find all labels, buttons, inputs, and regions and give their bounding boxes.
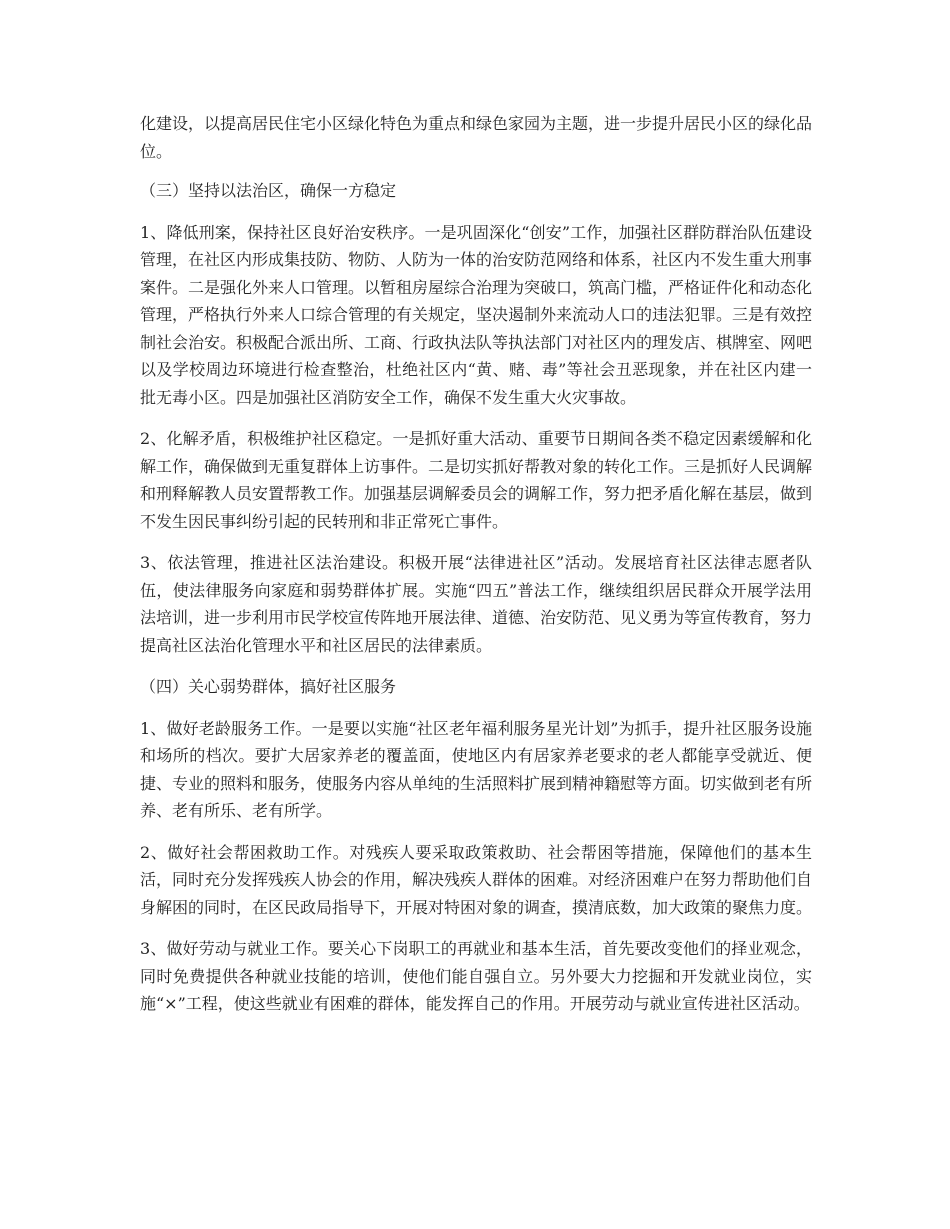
section-heading-rule-of-law: （三）坚持以法治区，确保一方稳定	[140, 181, 397, 200]
paragraph-greening: 化建设，以提高居民住宅小区绿化特色为重点和绿色家园为主题，进一步提升居民小区的绿化品位。	[140, 114, 813, 161]
paragraph-legal-management: 3、依法管理，推进社区法治建设。积极开展“法律进社区”活动。发展培育社区法律志愿者队伍，使法律服务向家庭和弱势群体扩展。实施“四五”普法工作，继续组织居民群众开展学法用法培训，进一步利用市民学校宣传阵地开展法律、道德、治安防范、见义勇为等宣传教育，努力提高社区法治化管理水平和社区居民的法律素质。	[140, 553, 813, 655]
section-heading-vulnerable-groups: （四）关心弱势群体，搞好社区服务	[140, 677, 397, 696]
paragraph-elderly-services: 1、做好老龄服务工作。一是要以实施“社区老年福利服务星光计划”为抓手，提升社区服务设施和场所的档次。要扩大居家养老的覆盖面，使地区内有居家养老要求的老人都能享受就近、便捷、专业的照料和服务，使服务内容从单纯的生活照料扩展到精神籍慰等方面。切实做到老有所养、老有所乐、老有所学。	[140, 718, 813, 820]
paragraph-social-assistance: 2、做好社会帮困救助工作。对残疾人要采取政策救助、社会帮困等措施，保障他们的基本生活，同时充分发挥残疾人协会的作用，解决残疾人群体的困难。对经济困难户在努力帮助他们自身解困的同时，在区民政局指导下，开展对特困对象的调查，摸清底数，加大政策的聚焦力度。	[140, 842, 813, 917]
document-body	[140, 110, 812, 1032]
paragraph-resolve-conflicts: 2、化解矛盾，积极维护社区稳定。一是抓好重大活动、重要节日期间各类不稳定因素缓解和化解工作，确保做到无重复群体上访事件。二是切实抓好帮教对象的转化工作。三是抓好人民调解和刑释解教人员安置帮教工作。加强基层调解委员会的调解工作，努力把矛盾化解在基层，做到不发生因民事纠纷引起的民转刑和非正常死亡事件。	[140, 429, 813, 531]
paragraph-reduce-crime: 1、降低刑案，保持社区良好治安秩序。一是巩固深化“创安”工作，加强社区群防群治队伍建设管理，在社区内形成集技防、物防、人防为一体的治安防范网络和体系，社区内不发生重大刑事案件。二是强化外来人口管理。以暂租房屋综合治理为突破口，筑高门槛，严格证件化和动态化管理，严格执行外来人口综合管理的有关规定，坚决遏制外来流动人口的违法犯罪。三是有效控制社会治安。积极配合派出所、工商、行政执法队等执法部门对社区内的理发店、棋牌室、网吧以及学校周边环境进行检查整治，杜绝社区内“黄、赌、毒”等社会丑恶现象，并在社区内建一批无毒小区。四是加强社区消防安全工作，确保不发生重大火灾事故。	[140, 222, 813, 407]
paragraph-labor-employment: 3、做好劳动与就业工作。要关心下岗职工的再就业和基本生活，首先要改变他们的择业观念，同时免费提供各种就业技能的培训，使他们能自强自立。另外要大力挖掘和开发就业岗位，实施“×”工程，使这些就业有困难的群体，能发挥自己的作用。开展劳动与就业宣传进社区活动。	[140, 939, 812, 1013]
